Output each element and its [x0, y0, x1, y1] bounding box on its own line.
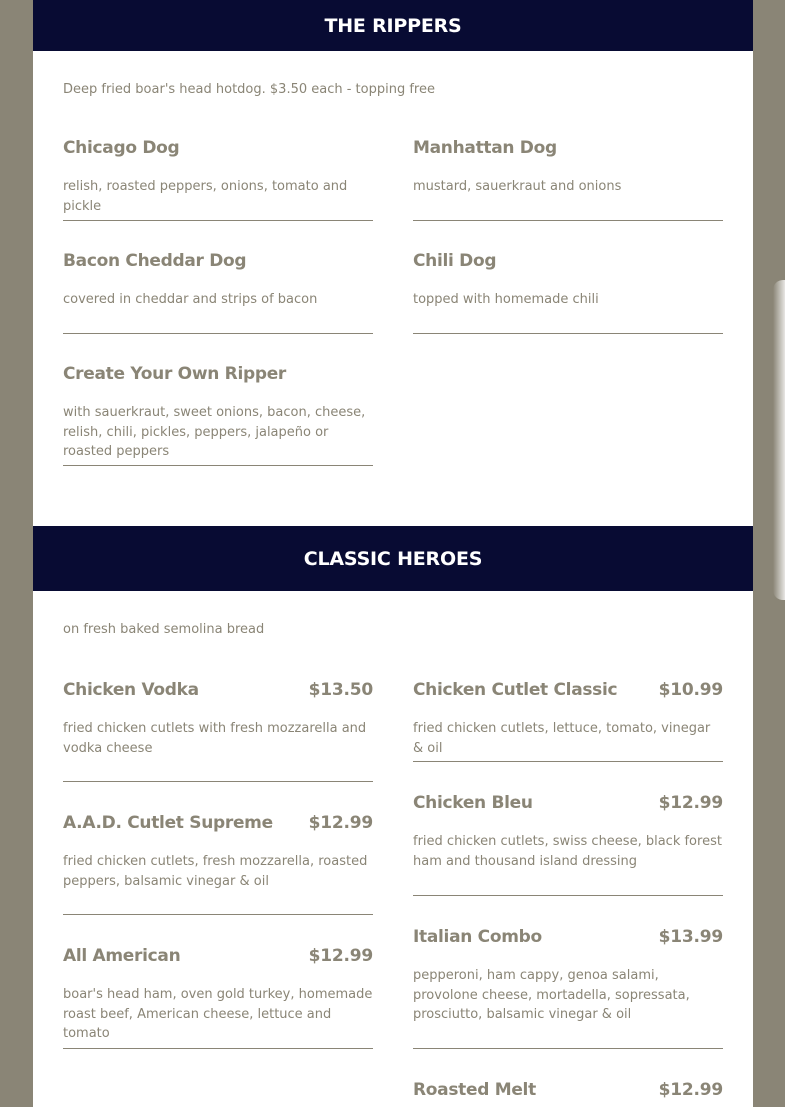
menu-item-description: boar's head ham, oven gold turkey, homemade roast beef, American cheese, lettuce and tomato [63, 987, 373, 1041]
menu-item [413, 251, 723, 334]
menu-item-price: $12.99 [658, 1080, 723, 1100]
menu-item [413, 927, 723, 1049]
menu-item-price: $13.99 [658, 927, 723, 947]
section-note-rippers: Deep fried boar's head hotdog. $3.50 each - topping free [63, 82, 435, 97]
section-title-rippers: THE RIPPERS [324, 14, 462, 37]
menu-item-name: Chicken Bleu [413, 793, 533, 813]
menu-item-name: Manhattan Dog [413, 138, 557, 158]
scroll-fade [773, 280, 785, 600]
section-header-heroes [33, 526, 753, 591]
menu-item-name: Bacon Cheddar Dog [63, 251, 247, 271]
menu-item-price: $12.99 [308, 946, 373, 966]
section-header-rippers [33, 0, 753, 51]
menu-item-description: fried chicken cutlets, lettuce, tomato, vinegar & oil [413, 721, 711, 756]
menu-item [63, 813, 373, 915]
menu-item-price: $13.50 [308, 680, 373, 700]
menu-item-description: pepperoni, ham cappy, genoa salami, provolone cheese, mortadella, sopressata, prosciutto, balsamic vinegar & oil [413, 968, 690, 1022]
menu-item [413, 793, 723, 896]
menu-item-price: $10.99 [658, 680, 723, 700]
menu-item [413, 680, 723, 762]
menu-item [63, 946, 373, 1049]
menu-item-name: Italian Combo [413, 927, 542, 947]
menu-item [63, 680, 373, 782]
menu-item-name: Chicken Vodka [63, 680, 199, 700]
menu-item-description: fried chicken cutlets, fresh mozzarella, roasted peppers, balsamic vinegar & oil [63, 854, 368, 889]
menu-item-name: Create Your Own Ripper [63, 364, 287, 384]
menu-item-description: fried chicken cutlets, swiss cheese, black forest ham and thousand island dressing [413, 834, 722, 869]
menu-item-name: Chicken Cutlet Classic [413, 680, 618, 700]
menu-item-price: $12.99 [658, 793, 723, 813]
menu-item-description: covered in cheddar and strips of bacon [63, 292, 318, 307]
menu-item [63, 364, 373, 466]
menu-item-description: topped with homemade chili [413, 292, 599, 307]
menu-card [33, 0, 753, 1107]
menu-item-price: $12.99 [308, 813, 373, 833]
menu-item [63, 251, 373, 334]
menu-item-description: relish, roasted peppers, onions, tomato and pickle [63, 179, 348, 214]
section-title-heroes: CLASSIC HEROES [303, 547, 483, 570]
menu-item-name: Roasted Melt [413, 1080, 536, 1100]
menu-item-description: with sauerkraut, sweet onions, bacon, cheese, relish, chili, pickles, peppers, jalapeño or roasted peppers [63, 405, 366, 459]
menu-item-description: fried chicken cutlets with fresh mozzarella and vodka cheese [63, 721, 367, 756]
menu-item [413, 138, 723, 221]
menu-item-name: Chicago Dog [63, 138, 180, 158]
menu-item-name: Chili Dog [413, 251, 497, 271]
menu-item-name: A.A.D. Cutlet Supreme [63, 813, 273, 833]
menu-item [63, 138, 373, 221]
menu-item-name: All American [63, 946, 181, 966]
section-note-heroes: on fresh baked semolina bread [63, 622, 265, 637]
menu-item [413, 1080, 723, 1107]
menu-item-description: mustard, sauerkraut and onions [413, 179, 622, 194]
